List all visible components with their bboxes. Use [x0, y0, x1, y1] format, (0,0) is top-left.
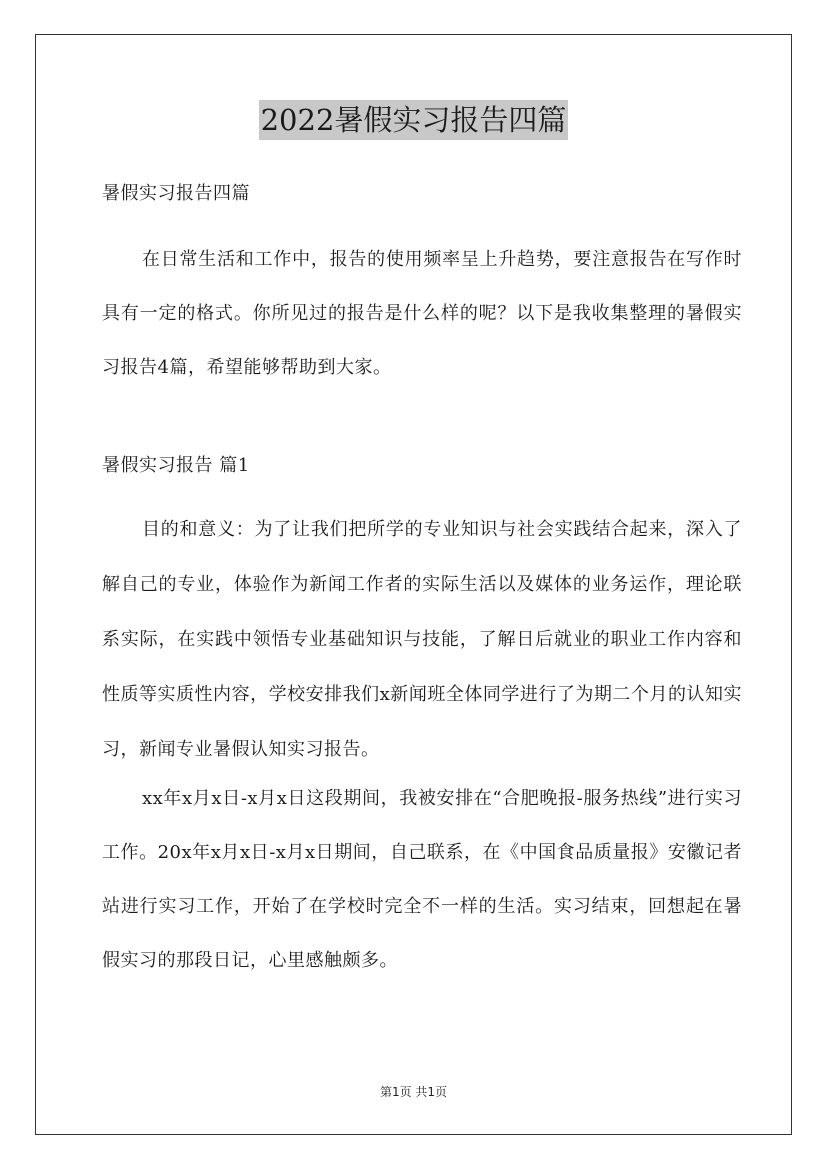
- page-footer: 第1页 共1页: [379, 1085, 448, 1099]
- body-paragraph: 目的和意义：为了让我们把所学的专业知识与社会实践结合起来，深入了解自己的专业，体验作为新闻工作者的实际生活以及媒体的业务运作，理论联系实际，在实践中领悟专业基础知识与技能，了解日后就业的职业工作内容和性质等实质性内容，学校安排我们x新闻班全体同学进行了为期二个月的认知实习，新闻专业暑假认知实习报告。: [102, 519, 742, 760]
- intro-paragraph: 在日常生活和工作中，报告的使用频率呈上升趋势，要注意报告在写作时具有一定的格式。你所见过的报告是什么样的呢？以下是我收集整理的暑假实习报告4篇，希望能够帮助到大家。: [102, 249, 742, 378]
- document-subtitle: 暑假实习报告四篇: [102, 183, 250, 204]
- document-title: 2022暑假实习报告四篇: [259, 100, 569, 140]
- section-heading: 暑假实习报告 篇1: [102, 455, 250, 476]
- document-title-container: [0, 100, 827, 140]
- body-paragraph: xx年x月x日-x月x日这段期间，我被安排在“合肥晚报-服务热线”进行实习工作。20x年x月x日-x月x日期间，自己联系，在《中国食品质量报》安徽记者站进行实习工作，开始了在学校时完全不一样的生活。实习结束，回想起在暑假实习的那段日记，心里感触颇多。: [102, 788, 742, 971]
